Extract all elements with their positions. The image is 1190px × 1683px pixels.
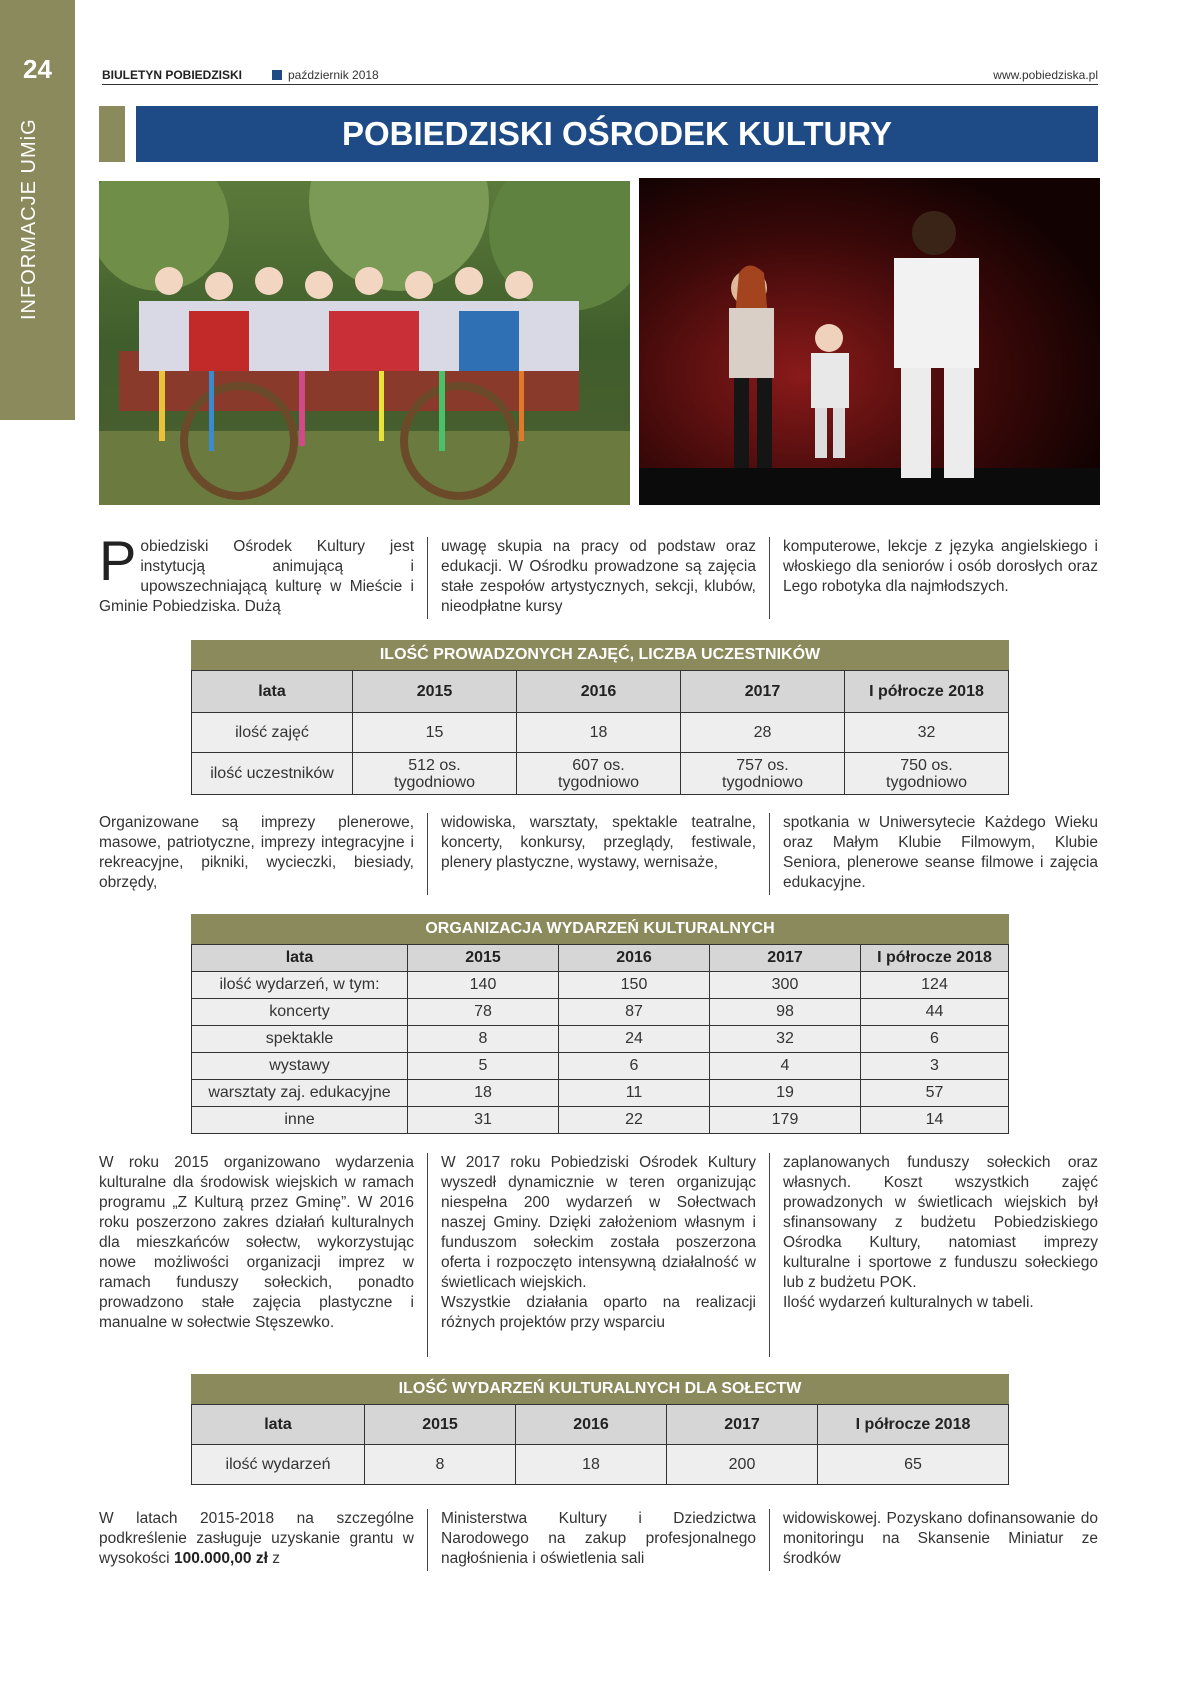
events-col-1: Organizowane są imprezy plenerowe, masowe, patriotyczne, imprezy integracyjne i rekreacyjne, pikniki, wycieczki, biesiady, obrzędy, bbox=[99, 814, 414, 891]
header-square-icon bbox=[272, 70, 282, 80]
table-cell: 3 bbox=[861, 1053, 1009, 1080]
intro-text bbox=[99, 529, 1098, 619]
table-cell: 22 bbox=[559, 1107, 710, 1134]
column-divider bbox=[427, 1509, 428, 1571]
row-label: koncerty bbox=[192, 999, 408, 1026]
row-label: warsztaty zaj. edukacyjne bbox=[192, 1080, 408, 1107]
table-cell: 750 os. tygodniowo bbox=[845, 753, 1009, 795]
header-cell: 2017 bbox=[667, 1405, 818, 1445]
page-number: 24 bbox=[23, 54, 52, 84]
intro-col-3: komputerowe, lekcje z języka angielskiego i włoskiego dla seniorów i osób dorosłych oraz Lego robotyka dla najmłodszych. bbox=[783, 538, 1098, 595]
grant-col-2: Ministerstwa Kultury i Dziedzictwa Narodowego na zakup profesjonalnego nagłośnienia i oświetlenia sali bbox=[441, 1510, 756, 1567]
rural-col-3-para-2: Ilość wydarzeń kulturalnych w tabeli. bbox=[783, 1294, 1034, 1311]
row-label: ilość wydarzeń bbox=[192, 1445, 365, 1485]
grant-text bbox=[99, 1509, 1098, 1571]
table-cell: 28 bbox=[681, 713, 845, 753]
table-cultural-events bbox=[191, 914, 1009, 1134]
table-village-events bbox=[191, 1374, 1009, 1485]
events-text bbox=[99, 813, 1098, 895]
rural-col-3 bbox=[783, 1153, 1098, 1313]
table-cell: 512 os. tygodniowo bbox=[353, 753, 517, 795]
table-cell: 18 bbox=[408, 1080, 559, 1107]
table-cell: 65 bbox=[818, 1445, 1009, 1485]
row-label: ilość uczestników bbox=[192, 753, 353, 795]
table-cell: 6 bbox=[861, 1026, 1009, 1053]
page-title: POBIEDZISKI OŚRODEK KULTURY bbox=[136, 106, 1098, 162]
rural-col-3-para-1: zaplanowanych funduszy sołeckich oraz własnych. Koszt wszystkich zajęć prowadzonych w świetlicach wiejskich był sfinansowany z budżetu Pobiedziskiego Ośrodka Kultury, natomiast imprezy kulturalne i sportowe z funduszu sołeckiego lub z budżetu POK. bbox=[783, 1154, 1098, 1291]
header-cell: 2016 bbox=[516, 1405, 667, 1445]
rural-col-2-para-2: Wszystkie działania oparto na realizacji różnych projektów przy wsparciu bbox=[441, 1294, 756, 1331]
table-header-row bbox=[192, 945, 1009, 972]
table-cell: 31 bbox=[408, 1107, 559, 1134]
photo-stage-performance bbox=[639, 178, 1100, 505]
table-row bbox=[192, 1053, 1009, 1080]
table-cell: 300 bbox=[710, 972, 861, 999]
row-label: wystawy bbox=[192, 1053, 408, 1080]
website-url[interactable]: www.pobiedziska.pl bbox=[993, 68, 1098, 82]
table-cell: 57 bbox=[861, 1080, 1009, 1107]
publication-name: BIULETYN POBIEDZISKI bbox=[102, 68, 243, 82]
table-cell: 44 bbox=[861, 999, 1009, 1026]
table-cell: 8 bbox=[408, 1026, 559, 1053]
header-cell: 2017 bbox=[681, 671, 845, 713]
table-row bbox=[192, 1107, 1009, 1134]
row-label: ilość wydarzeń, w tym: bbox=[192, 972, 408, 999]
table-header-row bbox=[192, 671, 1009, 713]
header-cell: lata bbox=[192, 1405, 365, 1445]
grant-col-1 bbox=[99, 1509, 414, 1569]
table-cell: 5 bbox=[408, 1053, 559, 1080]
row-label: spektakle bbox=[192, 1026, 408, 1053]
rural-text bbox=[99, 1153, 1098, 1357]
table-title: ILOŚĆ WYDARZEŃ KULTURALNYCH DLA SOŁECTW bbox=[191, 1374, 1009, 1404]
drop-cap: P bbox=[99, 529, 137, 592]
intro-col-1-text: obiedziski Ośrodek Kultury jest instytucją animującą i upowszechniającą kulturę w Mieście i Gminie Pobiedziska. Dużą bbox=[99, 538, 414, 615]
header-cell: 2016 bbox=[517, 671, 681, 713]
table-cell: 8 bbox=[365, 1445, 516, 1485]
table-classes-participants bbox=[191, 640, 1009, 795]
table-row bbox=[192, 1080, 1009, 1107]
table-title: ORGANIZACJA WYDARZEŃ KULTURALNYCH bbox=[191, 914, 1009, 944]
header-cell: I półrocze 2018 bbox=[818, 1405, 1009, 1445]
header-cell: 2015 bbox=[353, 671, 517, 713]
rural-col-2 bbox=[441, 1153, 756, 1333]
section-label: INFORMACJE UMiG bbox=[18, 118, 40, 320]
table-row bbox=[192, 1445, 1009, 1485]
column-divider bbox=[427, 813, 428, 895]
column-divider bbox=[769, 537, 770, 619]
table-cell: 124 bbox=[861, 972, 1009, 999]
table-cell: 6 bbox=[559, 1053, 710, 1080]
header-cell: 2017 bbox=[710, 945, 861, 972]
row-label: ilość zajęć bbox=[192, 713, 353, 753]
table-cell: 78 bbox=[408, 999, 559, 1026]
column-divider bbox=[427, 537, 428, 619]
issue-date: październik 2018 bbox=[288, 68, 379, 82]
table-cell: 24 bbox=[559, 1026, 710, 1053]
header-cell: lata bbox=[192, 945, 408, 972]
grant-col-1-tail: z bbox=[272, 1550, 280, 1567]
title-accent bbox=[99, 106, 125, 162]
row-label: inne bbox=[192, 1107, 408, 1134]
events-col-3: spotkania w Uniwersytecie Każdego Wieku oraz Małym Klubie Filmowym, Klubie Seniora, plenerowe seanse filmowe i zajęcia edukacyjne. bbox=[783, 814, 1098, 891]
table-cell: 32 bbox=[710, 1026, 861, 1053]
rural-col-1: W roku 2015 organizowano wydarzenia kulturalne dla środowisk wiejskich w ramach programu „Z Kulturą przez Gminę”. W 2016 roku poszerzono zakres działań kulturalnych dla mieszkańców sołectw, wykorzystując nowe możliwości organizacji imprez w ramach funduszy sołeckich, ponadto prowadzono stałe zajęcia plastyczne i manualne w sołectwie Stęszewko. bbox=[99, 1154, 414, 1331]
table-header-row bbox=[192, 1405, 1009, 1445]
table-cell: 757 os. tygodniowo bbox=[681, 753, 845, 795]
column-divider bbox=[769, 1153, 770, 1357]
table-cell: 140 bbox=[408, 972, 559, 999]
header-cell: 2015 bbox=[365, 1405, 516, 1445]
header-cell: I półrocze 2018 bbox=[845, 671, 1009, 713]
events-col-2: widowiska, warsztaty, spektakle teatralne, koncerty, konkursy, przeglądy, festiwale, plenery plastyczne, wystawy, wernisaże, bbox=[441, 814, 756, 871]
table-cell: 14 bbox=[861, 1107, 1009, 1134]
table-cell: 32 bbox=[845, 713, 1009, 753]
rural-col-2-para-1: W 2017 roku Pobiedziski Ośrodek Kultury wyszedł dynamicznie w teren organizując niespełna 200 wydarzeń w Sołectwach naszej Gminy. Dzięki założeniom własnym i funduszom sołeckim została poszerzona oferta i rozpoczęto intensywną działalność w świetlicach wiejskich. bbox=[441, 1154, 756, 1291]
header-cell: 2015 bbox=[408, 945, 559, 972]
running-header bbox=[102, 66, 1098, 85]
intro-col-2: uwagę skupia na pracy od podstaw oraz edukacji. W Ośrodku prowadzone są zajęcia stałe zespołów artystycznych, sekcji, klubów, nieodpłatne kursy bbox=[441, 538, 756, 615]
column-divider bbox=[427, 1153, 428, 1357]
table-cell: 15 bbox=[353, 713, 517, 753]
header-cell: 2016 bbox=[559, 945, 710, 972]
table-cell: 19 bbox=[710, 1080, 861, 1107]
intro-col-1 bbox=[99, 529, 414, 617]
table-cell: 98 bbox=[710, 999, 861, 1026]
table-cell: 607 os. tygodniowo bbox=[517, 753, 681, 795]
table-cell: 87 bbox=[559, 999, 710, 1026]
header-cell: I półrocze 2018 bbox=[861, 945, 1009, 972]
header-cell: lata bbox=[192, 671, 353, 713]
table-row bbox=[192, 972, 1009, 999]
table-cell: 4 bbox=[710, 1053, 861, 1080]
grant-amount: 100.000,00 zł bbox=[173, 1550, 268, 1567]
grant-col-1-text: W latach 2015-2018 na szczególne podkreślenie zasługuje uzyskanie grantu w wysokości bbox=[99, 1510, 414, 1567]
table-row bbox=[192, 1026, 1009, 1053]
table-cell: 18 bbox=[516, 1445, 667, 1485]
table-cell: 11 bbox=[559, 1080, 710, 1107]
column-divider bbox=[769, 1509, 770, 1571]
table-cell: 200 bbox=[667, 1445, 818, 1485]
table-row bbox=[192, 713, 1009, 753]
table-title: ILOŚĆ PROWADZONYCH ZAJĘĆ, LICZBA UCZESTNIKÓW bbox=[191, 640, 1009, 670]
table-row bbox=[192, 753, 1009, 795]
table-cell: 179 bbox=[710, 1107, 861, 1134]
photo-folk-ensemble bbox=[99, 181, 630, 505]
table-row bbox=[192, 999, 1009, 1026]
column-divider bbox=[769, 813, 770, 895]
table-cell: 150 bbox=[559, 972, 710, 999]
table-cell: 18 bbox=[517, 713, 681, 753]
grant-col-3: widowiskowej. Pozyskano dofinansowanie do monitoringu na Skansenie Miniatur ze środków bbox=[783, 1510, 1098, 1567]
